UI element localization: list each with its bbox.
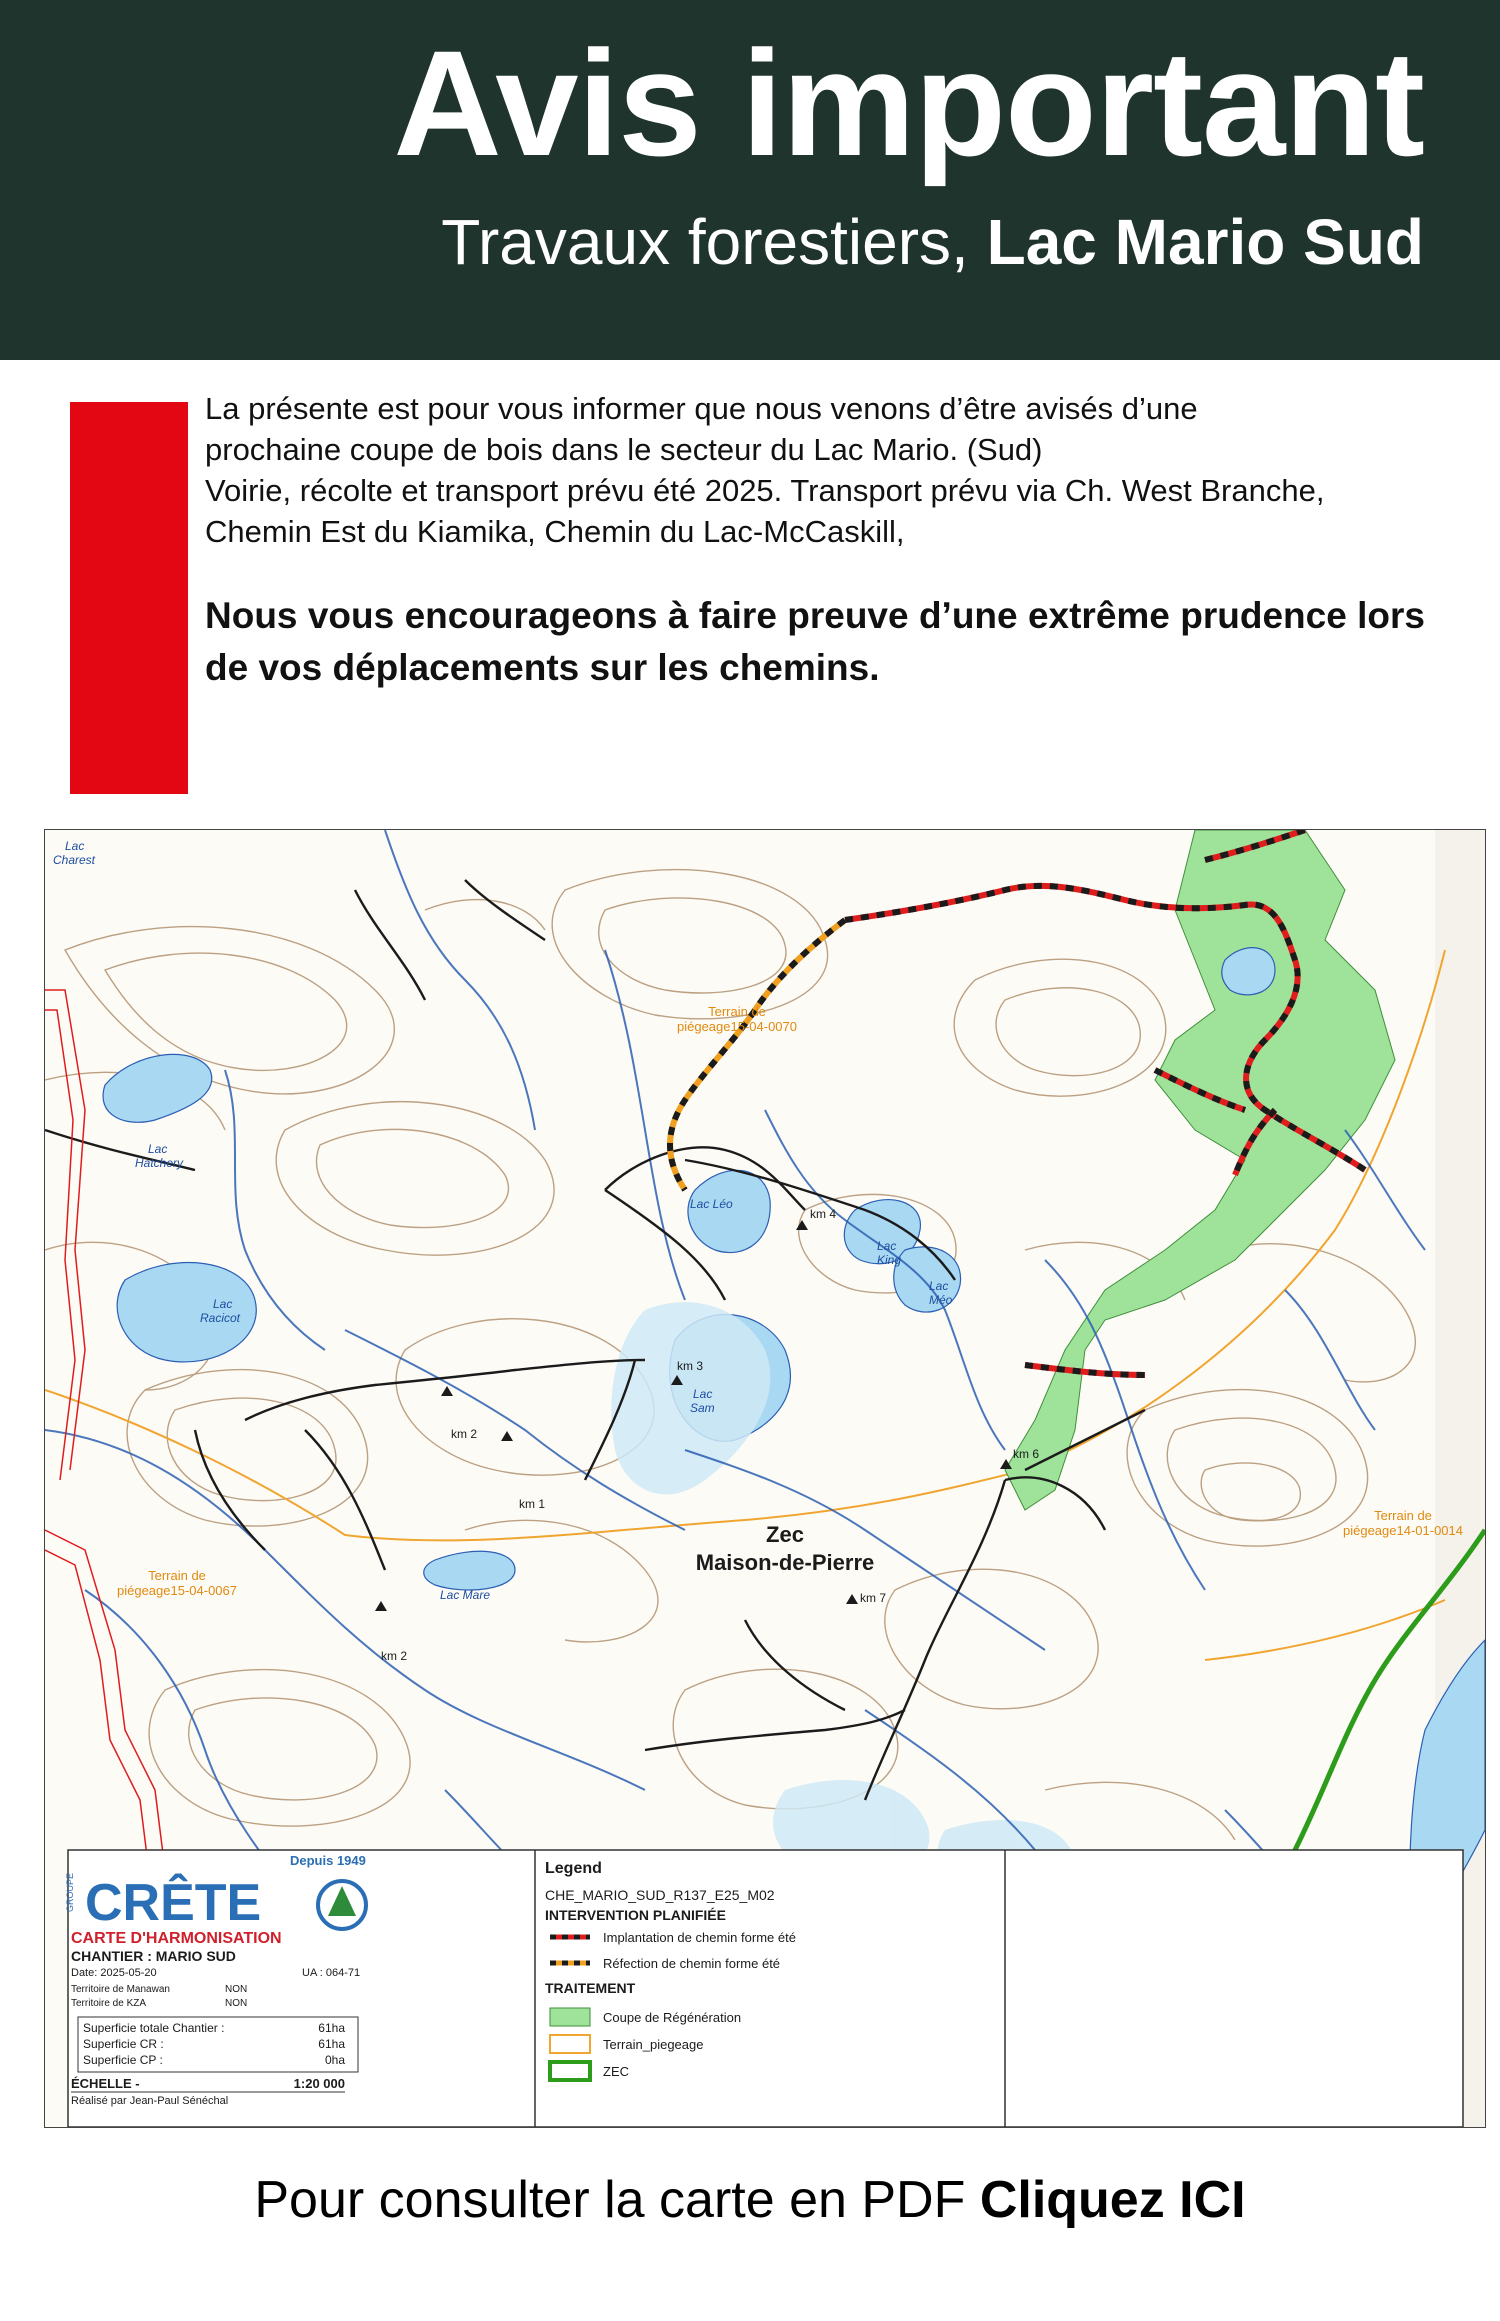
info-echelle-label: ÉCHELLE - bbox=[71, 2076, 140, 2091]
map-info-panel bbox=[65, 1850, 1463, 2127]
label-lac-sam-2: Sam bbox=[690, 1401, 715, 1415]
label-km-6: km 6 bbox=[1013, 1447, 1040, 1461]
header-banner bbox=[0, 0, 1500, 360]
accent-bar bbox=[70, 402, 188, 794]
label-lac-meo-1: Lac bbox=[929, 1279, 949, 1293]
info-sup-cr-label: Superficie CR : bbox=[83, 2037, 164, 2051]
legend-section-intervention: INTERVENTION PLANIFIÉE bbox=[545, 1907, 726, 1923]
info-doc-title: CARTE D'HARMONISATION bbox=[71, 1930, 282, 1947]
page-subtitle bbox=[441, 206, 1424, 278]
label-lac-charest-1: Lac bbox=[65, 839, 85, 853]
label-lac-racicot-1: Lac bbox=[213, 1297, 233, 1311]
info-sup-total-label: Superficie totale Chantier : bbox=[83, 2021, 225, 2035]
label-trap-2-a: Terrain de bbox=[148, 1568, 206, 1583]
label-lac-racicot-2: Racicot bbox=[200, 1311, 241, 1325]
warning-text: Nous vous encourageons à faire preuve d’une extrême prudence lors de vos déplacements sur les chemins. bbox=[205, 595, 1425, 688]
info-territoire-kza: Territoire de KZA bbox=[71, 1998, 147, 2009]
label-lac-mare: Lac Mare bbox=[440, 1588, 491, 1602]
info-sup-cp-label: Superficie CP : bbox=[83, 2053, 163, 2067]
label-lac-leo: Lac Léo bbox=[690, 1197, 733, 1211]
legend-item-refection: Réfection de chemin forme été bbox=[603, 1956, 781, 1971]
subtitle-place: Lac Mario Sud bbox=[986, 206, 1424, 278]
info-chantier: CHANTIER : MARIO SUD bbox=[71, 1948, 236, 1964]
info-realise: Réalisé par Jean-Paul Sénéchal bbox=[71, 2095, 229, 2107]
pdf-link-bar bbox=[0, 2170, 1500, 2230]
label-km-4: km 4 bbox=[810, 1207, 837, 1221]
notice-line-2: prochaine coupe de bois dans le secteur du Lac Mario. (Sud) bbox=[205, 432, 1043, 467]
info-date: Date: 2025-05-20 bbox=[71, 1967, 157, 1979]
label-km-1: km 1 bbox=[519, 1497, 546, 1511]
notice-line-3: Voirie, récolte et transport prévu été 2025. Transport prévu via Ch. West Branche, bbox=[205, 473, 1325, 508]
label-lac-king-1: Lac bbox=[877, 1239, 897, 1253]
notice-line-1: La présente est pour vous informer que nous venons d’être avisés d’une bbox=[205, 391, 1198, 426]
label-km-3: km 3 bbox=[677, 1359, 704, 1373]
label-lac-king-2: King bbox=[877, 1253, 902, 1267]
label-lac-charest-2: Charest bbox=[53, 853, 96, 867]
label-lac-hatchery-2: Hatchery bbox=[135, 1156, 184, 1170]
info-sup-total-value: 61ha bbox=[318, 2021, 345, 2035]
info-manawan-value: NON bbox=[225, 1984, 248, 1995]
label-zec-1: Zec bbox=[766, 1522, 804, 1547]
label-lac-meo-2: Méo bbox=[929, 1293, 953, 1307]
info-ua: UA : 064-71 bbox=[302, 1967, 361, 1979]
label-lac-hatchery-1: Lac bbox=[148, 1142, 168, 1156]
logo-brand: CRÊTE bbox=[85, 1874, 262, 1932]
label-km-7: km 7 bbox=[860, 1591, 887, 1605]
page-title: Avis important bbox=[393, 19, 1424, 187]
legend-item-implantation: Implantation de chemin forme été bbox=[603, 1930, 796, 1945]
label-km-2b: km 2 bbox=[381, 1649, 408, 1663]
legend-code: CHE_MARIO_SUD_R137_E25_M02 bbox=[545, 1887, 775, 1903]
label-km-2a: km 2 bbox=[451, 1427, 478, 1441]
label-zec-2: Maison-de-Pierre bbox=[695, 1550, 875, 1575]
notice-line-4: Chemin Est du Kiamika, Chemin du Lac-McCaskill, bbox=[205, 514, 905, 549]
legend-title: Legend bbox=[545, 1860, 602, 1877]
legend-item-piegeage: Terrain_piegeage bbox=[603, 2037, 704, 2052]
logo-brand-small: GROUPE bbox=[65, 1872, 75, 1912]
label-lac-sam-1: Lac bbox=[693, 1387, 713, 1401]
label-trap-1-a: Terrain de bbox=[708, 1004, 766, 1019]
harmonization-map[interactable] bbox=[44, 829, 1486, 2128]
pdf-link-cta[interactable]: Cliquez ICI bbox=[979, 2171, 1246, 2229]
label-trap-1-b: piégeage15-04-0070 bbox=[677, 1019, 797, 1034]
legend-section-traitement: TRAITEMENT bbox=[545, 1980, 636, 1996]
info-sup-cp-value: 0ha bbox=[324, 2053, 345, 2067]
legend-swatch-piegeage bbox=[550, 2035, 590, 2053]
legend-swatch-zec bbox=[550, 2062, 590, 2080]
legend-item-zec: ZEC bbox=[603, 2064, 629, 2079]
label-trap-3-b: piégeage14-01-0014 bbox=[1343, 1523, 1463, 1538]
info-echelle-value: 1:20 000 bbox=[293, 2076, 345, 2091]
pdf-link-text: Pour consulter la carte en PDF bbox=[254, 2171, 966, 2229]
info-kza-value: NON bbox=[225, 1998, 248, 2009]
map-canvas bbox=[45, 830, 1485, 2127]
label-trap-3-a: Terrain de bbox=[1374, 1508, 1432, 1523]
info-sup-cr-value: 61ha bbox=[318, 2037, 345, 2051]
subtitle-prefix: Travaux forestiers, bbox=[441, 206, 969, 278]
label-trap-2-b: piégeage15-04-0067 bbox=[117, 1583, 237, 1598]
legend-swatch-coupe bbox=[550, 2008, 590, 2026]
info-territoire-manawan: Territoire de Manawan bbox=[71, 1984, 170, 1995]
legend-item-coupe: Coupe de Régénération bbox=[603, 2010, 742, 2025]
logo-since: Depuis 1949 bbox=[290, 1853, 366, 1868]
notice-text bbox=[205, 388, 1425, 694]
